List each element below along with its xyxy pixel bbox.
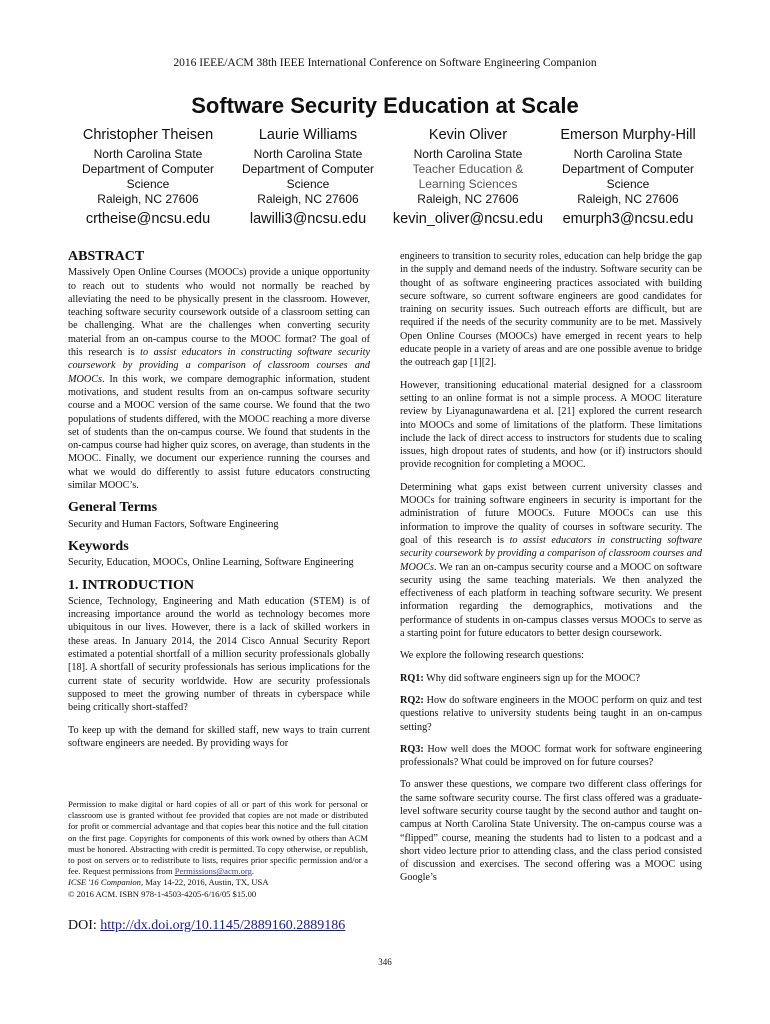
research-question-1: RQ1: Why did software engineers sign up for the MOOC? <box>400 672 641 684</box>
author-city: Raleigh, NC 27606 <box>97 192 199 206</box>
body-paragraph: Determining what gaps exist between current university classes and MOOCs for training software engineers in security is important for the administration of future MOOCs. Future MOOCs can use this information to improve the quality of courses in software security. The goal of this research is to assist educators in constructing software security coursework by providing a comparison of classroom courses and MOOCs. We ran an on-campus security course and a MOOC on software security using the same teaching materials. We then analyzed the effectiveness of each platform in teaching software security. We present information regarding the demographics, motivations and the performance of students in on-campus classes versus MOOCs to serve as a starting point for future educators to better design coursework. <box>400 481 702 640</box>
author-city: Raleigh, NC 27606 <box>257 192 359 206</box>
author-affiliation: North Carolina State <box>413 147 523 161</box>
intro-paragraph-2: To keep up with the demand for skilled staff, new ways to train current software engineers are needed. By providing ways for <box>68 724 370 749</box>
author-4 <box>548 127 708 227</box>
author-affiliation: North Carolina State <box>573 147 683 161</box>
keywords-text: Security, Education, MOOCs, Online Learning, Software Engineering <box>68 557 354 569</box>
author-email: crtheise@ncsu.edu <box>85 211 211 227</box>
author-2 <box>228 127 388 227</box>
author-affiliation: Learning Sciences <box>418 177 518 191</box>
paper-title: Software Security Education at Scale <box>191 93 579 118</box>
author-email: emurph3@ncsu.edu <box>562 211 694 227</box>
keywords-heading: Keywords <box>68 538 129 554</box>
general-terms-heading: General Terms <box>68 500 158 516</box>
page-number: 346 <box>378 957 392 967</box>
body-paragraph: We explore the following research questions: <box>400 650 584 662</box>
research-question-2: RQ2: How do software engineers in the MOOC perform on quiz and test questions relative to university students being taught in an on-campus setting? <box>400 694 702 733</box>
author-affiliation: Department of Computer <box>561 162 695 176</box>
author-1 <box>68 127 228 227</box>
research-question-3: RQ3: How well does the MOOC format work for software engineering professionals? What could be improved on for future courses? <box>400 743 702 769</box>
author-name: Kevin Oliver <box>428 127 508 143</box>
copyright-notice: Permission to make digital or hard copies of all or part of this work for personal or classroom use is granted without fee provided that copies are not made or distributed for profit or commercial advantage and that copies bear this notice and the full citation on the first page. Copyrights for components of this work owned by others than ACM must be honored. Abstracting with credit is permitted. To copy otherwise, or republish, to post on servers or to redistribute to lists, requires prior specific permission and/or a fee. Request permissions from Permissions@acm.org. ICSE '16 Companion, May 14-22, 2016, Austin, TX, USA © 2016 ACM. ISBN 978-1-4503-4205-6/16/05 $15.00 <box>68 799 368 899</box>
author-affiliation: North Carolina State <box>93 147 203 161</box>
conference-header: 2016 IEEE/ACM 38th IEEE International Conference on Software Engineering Companion <box>173 57 597 69</box>
author-city: Raleigh, NC 27606 <box>577 192 679 206</box>
author-city: Raleigh, NC 27606 <box>417 192 519 206</box>
author-name: Christopher Theisen <box>82 127 214 143</box>
general-terms-text: Security and Human Factors, Software Engineering <box>68 518 279 530</box>
author-affiliation: Department of Computer <box>81 162 215 176</box>
author-name: Emerson Murphy-Hill <box>560 127 696 143</box>
abstract-paragraph: Massively Open Online Courses (MOOCs) provide a unique opportunity to reach out to students who would not normally be reached by alleviating the need to be physically present in the classroom. However, teaching software security coursework outside of a classroom setting can be challenging. What are the challenges when converting security material from an on-campus course to the MOOC format? The goal of this research is to assist educators in constructing software security coursework by providing a comparison of classroom courses and MOOCs. In this work, we compare demographic information, student motivations, and student results from an on-campus software security course and a MOOC version of the same course. We found that the two populations of students differed, with the MOOC reaching a more diverse set of students than the on-campus course. We found that students in the on-campus course had higher quiz scores, on average, than students in the MOOC. Finally, we document our experience running the courses and what we would do differently to assist future educators constructing similar MOOC’s. <box>68 267 370 492</box>
author-email: lawilli3@ncsu.edu <box>249 211 367 227</box>
body-paragraph: However, transitioning educational material designed for a classroom setting to an online format is not a simple process. A MOOC literature review by Liyanagunawardena et al. [21] explored the current research into MOOCs and some of limitations of the platform. These limitations include the lack of direct access to instructors for students due to scaling issues, high dropout rates of students, and how (or if) instructors should provide recognition for completing a MOOC. <box>400 379 702 471</box>
right-column <box>400 250 702 894</box>
abstract-heading: ABSTRACT <box>68 249 145 264</box>
doi-line: DOI: http://dx.doi.org/10.1145/2889160.2889186 <box>68 918 346 933</box>
introduction-heading: 1. INTRODUCTION <box>68 577 195 593</box>
author-3 <box>388 127 548 227</box>
isbn-line: © 2016 ACM. ISBN 978-1-4503-4205-6/16/05 $15.00 <box>68 888 257 899</box>
author-affiliation: Science <box>126 177 170 191</box>
author-block <box>68 127 708 227</box>
intro-paragraph-1: Science, Technology, Engineering and Math education (STEM) is of increasing importance around the world as technology becomes more ubiquitous in our lives. However, there is a lack of skilled workers in these areas. In January 2014, the 2014 Cisco Annual Security Report estimated a potential shortfall of a million security professionals globally [18]. A shortfall of security professionals has serious implications for the current state of security worldwide. How are security professionals supposed to meet the growing number of threats in cyberspace while being critically short-staffed? <box>68 595 370 714</box>
author-affiliation: Science <box>286 177 330 191</box>
author-email: kevin_oliver@ncsu.edu <box>392 211 544 227</box>
doi-link[interactable]: http://dx.doi.org/10.1145/2889160.2889186 <box>100 918 346 933</box>
body-paragraph: To answer these questions, we compare two different class offerings for the same software security course. The first class offered was a graduate-level software security course taught by the second author and taught on-campus at North Carolina State University. The on-campus course was a “flipped” course, meaning the students had to listen to a podcast and a short video lecture prior to attending class, and the class period consisted of discussion and exercises. The second offering was a MOOC using Google’s <box>400 779 702 884</box>
author-affiliation: Teacher Education & <box>412 162 524 176</box>
body-paragraph: engineers to transition to security roles, education can help bridge the gap in the supply and demand needs of the industry. Software security can be thought of as software engineering practices associated with building secure software, so current software engineers are good candidates for training on security issues. Such outreach efforts are difficult, but are required if the needs of the security community are to be met. Massively Open Online Courses (MOOCs) have emerged in recent years to help educate people in a variety of areas and are one possible avenue to bridge the outreach gap [1][2]. <box>400 251 702 369</box>
permissions-email-link[interactable]: Permissions@acm.org <box>174 866 252 877</box>
author-affiliation: Department of Computer <box>241 162 375 176</box>
author-affiliation: North Carolina State <box>253 147 363 161</box>
author-name: Laurie Williams <box>258 127 358 143</box>
left-column <box>68 250 370 759</box>
author-affiliation: Science <box>606 177 650 191</box>
